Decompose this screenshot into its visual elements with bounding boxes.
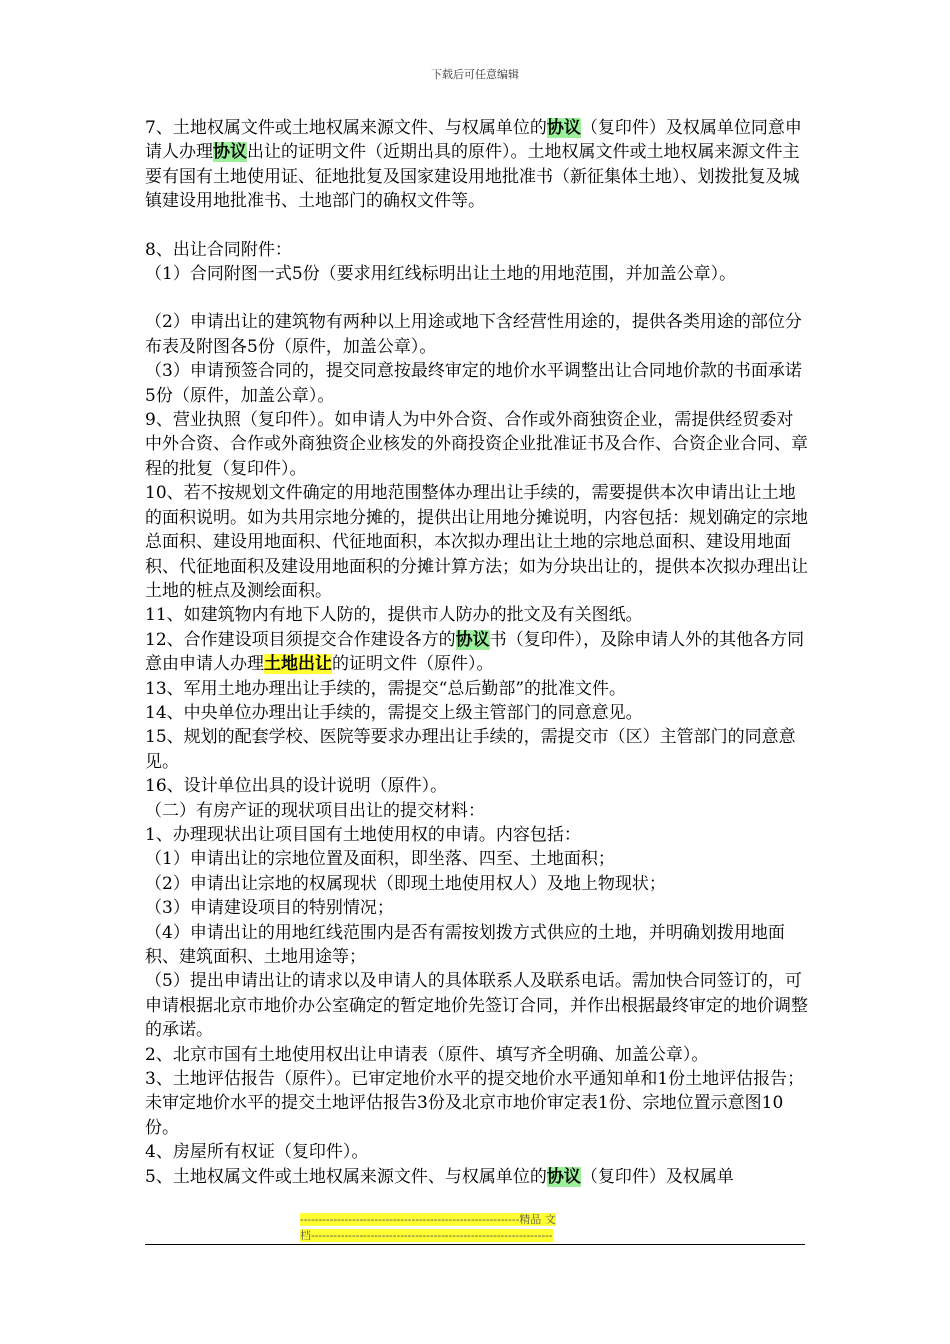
paragraph-gap — [145, 286, 810, 310]
footer-line-2: 档----------------------------------------------------------------- — [300, 1229, 553, 1242]
paragraph — [145, 116, 810, 214]
text-run: 5、土地权属文件或土地权属来源文件、与权属单位的 — [145, 1166, 547, 1187]
paragraph — [145, 359, 810, 408]
paragraph — [145, 238, 810, 262]
text-run: （1）合同附图一式5份（要求用红线标明出让土地的用地范围，并加盖公章）。 — [145, 264, 737, 285]
text-run: （3）申请预签合同的，提交同意按最终审定的地价水平调整出让合同地价款的书面承诺5份（原件，加盖公章）。 — [145, 361, 802, 406]
highlighted-term: 协议 — [213, 142, 247, 163]
document-body — [145, 116, 810, 1189]
page-footer — [300, 1212, 650, 1244]
paragraph — [145, 603, 810, 627]
highlighted-term: 土地出让 — [264, 654, 332, 675]
text-run: （2）申请出让宗地的权属现状（即现土地使用权人）及地上物现状； — [145, 873, 666, 894]
text-run: 书（复印件），及除申请人外的其他各方同意由申请人办理 — [145, 629, 805, 675]
paragraph — [145, 799, 810, 823]
paragraph — [145, 1140, 810, 1164]
paragraph — [145, 310, 810, 359]
text-run: 3、土地评估报告（原件）。已审定地价水平的提交地价水平通知单和1份土地评估报告；未审定地价水平的提交土地评估报告3份及北京市地价审定表1份、宗地位置示意图10份。 — [145, 1069, 805, 1138]
paragraph — [145, 1165, 810, 1189]
text-run: （4）申请出让的用地红线范围内是否有需按划拨方式供应的土地，并明确划拨用地面积、建筑面积、土地用途等； — [145, 922, 785, 967]
paragraph — [145, 872, 810, 896]
paragraph — [145, 628, 810, 677]
highlighted-term: 协议 — [546, 1166, 581, 1187]
text-run: 出让的证明文件（近期出具的原件）。土地权属文件或土地权属来源文件主要有国有土地使用证、征地批复及国家建设用地批准书（新征集体土地）、划拨批复及城镇建设用地批准书、土地部门的确权文件等。 — [145, 142, 800, 212]
text-run: 15、规划的配套学校、医院等要求办理出让手续的，需提交市（区）主管部门的同意意见。 — [145, 727, 796, 772]
text-run: 11、如建筑物内有地下人防的，提供市人防办的批文及有关图纸。 — [145, 605, 643, 626]
paragraph — [145, 408, 810, 481]
highlighted-term: 协议 — [455, 629, 490, 650]
paragraph — [145, 896, 810, 920]
paragraph — [145, 262, 810, 286]
paragraph — [145, 823, 810, 847]
text-run: （3）申请建设项目的特别情况； — [145, 898, 394, 919]
text-run: 14、中央单位办理出让手续的，需提交上级主管部门的同意意见。 — [145, 702, 643, 723]
text-run: 7、土地权属文件或土地权属来源文件、与权属单位的 — [145, 118, 547, 138]
paragraph — [145, 481, 810, 603]
text-run: 8、出让合同附件： — [145, 239, 292, 260]
text-run: 的证明文件（原件）。 — [332, 654, 494, 675]
text-run: 2、北京市国有土地使用权出让申请表（原件、填写齐全明确、加盖公章）。 — [145, 1044, 709, 1065]
text-run: 1、办理现状出让项目国有土地使用权的申请。内容包括： — [145, 824, 581, 845]
text-run: （2）申请出让的建筑物有两种以上用途或地下含经营性用途的，提供各类用途的部位分布表及附图各5份（原件，加盖公章）。 — [145, 312, 802, 357]
text-run: （5）提出申请出让的请求以及申请人的具体联系人及联系电话。需加快合同签订的，可申请根据北京市地价办公室确定的暂定地价先签订合同，并作出根据最终审定的地价调整的承诺。 — [145, 971, 808, 1041]
paragraph — [145, 677, 810, 701]
paragraph — [145, 969, 810, 1042]
paragraph — [145, 847, 810, 871]
text-run: 13、军用土地办理出让手续的，需提交“总后勤部”的批准文件。 — [145, 678, 627, 699]
paragraph — [145, 701, 810, 725]
paragraph — [145, 921, 810, 970]
footer-line-1: -----------------------------------------------------------精品 文 — [300, 1213, 556, 1226]
footer-rule — [145, 1244, 805, 1245]
text-run: （二）有房产证的现状项目出让的提交材料： — [145, 800, 485, 821]
text-run: （1）申请出让的宗地位置及面积，即坐落、四至、土地面积； — [145, 849, 615, 870]
text-run: 16、设计单位出具的设计说明（原件）。 — [145, 776, 448, 797]
text-run: （复印件）及权属单 — [580, 1166, 734, 1187]
text-run: 4、房屋所有权证（复印件）。 — [145, 1142, 369, 1163]
text-run: （复印件）及权属单位同意申请人办理 — [145, 118, 802, 163]
highlighted-term: 协议 — [546, 118, 581, 138]
text-run: 9、营业执照（复印件）。如申请人为中外合资、合作或外商独资企业，需提供经贸委对中外合资、合作或外商独资企业核发的外商投资企业批准证书及合作、合资企业合同、章程的批复（复印件）。 — [145, 410, 808, 479]
paragraph — [145, 725, 810, 774]
text-run: 12、合作建设项目须提交合作建设各方的 — [145, 629, 456, 650]
paragraph — [145, 774, 810, 798]
page-header: 下载后可任意编辑 — [431, 68, 519, 81]
paragraph — [145, 1043, 810, 1067]
text-run: 10、若不按规划文件确定的用地范围整体办理出让手续的，需要提供本次申请出让土地的面积说明。如为共用宗地分摊的，提供出让用地分摊说明，内容包括：规划确定的宗地总面积、建设用地面积、代征地面积，本次拟办理出让土地的宗地总面积、建设用地面积、代征地面积及建设用地面积的分摊计算方法；如为分块出让的，提供本次拟办理出让土地的桩点及测绘面积。 — [145, 483, 808, 601]
paragraph-gap — [145, 214, 810, 238]
paragraph — [145, 1067, 810, 1140]
